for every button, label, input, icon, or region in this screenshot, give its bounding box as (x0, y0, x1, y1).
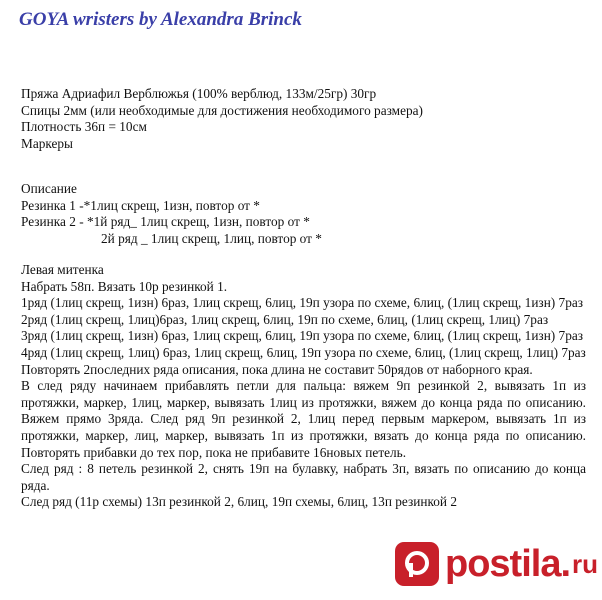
last-row-paragraph: След ряд (11р схемы) 13п резинкой 2, 6лиц, 19п схемы, 6лиц, 13п резинкой 2 (21, 494, 457, 510)
row1-paragraph: 1ряд (1лиц скрещ, 1изн) 6раз, 1лиц скрещ, 6лиц, 19п узора по схеме, 6лиц, (1лиц скрещ, 1изн) 7раз (21, 295, 584, 311)
postila-logo-icon (395, 542, 439, 586)
row2-paragraph: 2ряд (1лиц скрещ, 1лиц)6раз, 1лиц скрещ, 6лиц, 19п по схеме, 6лиц, (1лиц скрещ, 1лиц) 7раз (21, 311, 549, 327)
gauge-line: Плотность 36п = 10см (21, 119, 147, 135)
materials-section (21, 86, 586, 152)
document-title: GOYA wristers by Alexandra Brinck (19, 9, 302, 30)
needles-line: Спицы 2мм (или необходимые для достижения необходимого размера) (21, 102, 423, 118)
rib1-line: Резинка 1 -*1лиц скрещ, 1изн, повтор от * (21, 197, 260, 213)
row3-paragraph: 3ряд (1лиц скрещ, 1изн) 6раз, 1лиц скрещ, 6лиц, 19п узора по схеме, 6лиц, (1лиц скрещ, 1изн) 7раз (21, 328, 584, 344)
postila-watermark (395, 538, 598, 590)
left-mitten-section (21, 262, 586, 511)
repeat-paragraph: Повторять 2последних ряда описания, пока длина не составит 50рядов от наборного края. (21, 361, 533, 377)
row4-paragraph: 4ряд (1лиц скрещ, 1лиц) 6раз, 1лиц скрещ, 6лиц, 19п узора по схеме, 6лиц, (1лиц скрещ, 1лиц) 7раз (21, 344, 586, 360)
cast-on-line: Набрать 58п. Вязать 10р резинкой 1. (21, 278, 228, 294)
description-section (21, 181, 586, 247)
thumb-increase-paragraph: В след ряду начинаем прибавлять петли для пальца: вяжем 9п резинкой 2, вывязать 1п из протяжки, маркер, 1лиц, маркер, вывязать 1лиц из протяжки, вяжем до конца ряда по описанию. Вяжем прямо 3ряда. След ряд 9п резинкой 2, 1лиц перед первым маркером, вывязать 1п из протяжки, маркер, лиц, маркер, вывязать 1п из протяжки, вязать до конца ряда по описанию. Повторять прибавки до тех пор, пока не прибавите 16новых петель. (21, 378, 586, 460)
watermark-dot: . (560, 542, 572, 585)
markers-line: Маркеры (21, 135, 73, 151)
description-heading: Описание (21, 181, 77, 196)
left-mitten-heading: Левая митенка (21, 262, 104, 277)
watermark-brand: postila (445, 542, 561, 585)
rib2-row2-line: 2й ряд _ 1лиц скрещ, 1лиц, повтор от * (101, 230, 322, 246)
yarn-line: Пряжа Адриафил Верблюжья (100% верблюд, 133м/25гр) 30гр (21, 86, 377, 101)
next-row-paragraph: След ряд : 8 петель резинкой 2, снять 19п на булавку, набрать 3п, вязать по описанию до конца ряда. (21, 461, 586, 493)
watermark-tld: ru (572, 548, 599, 579)
rib2-row1-line: Резинка 2 - *1й ряд_ 1лиц скрещ, 1изн, повтор от * (21, 214, 310, 230)
